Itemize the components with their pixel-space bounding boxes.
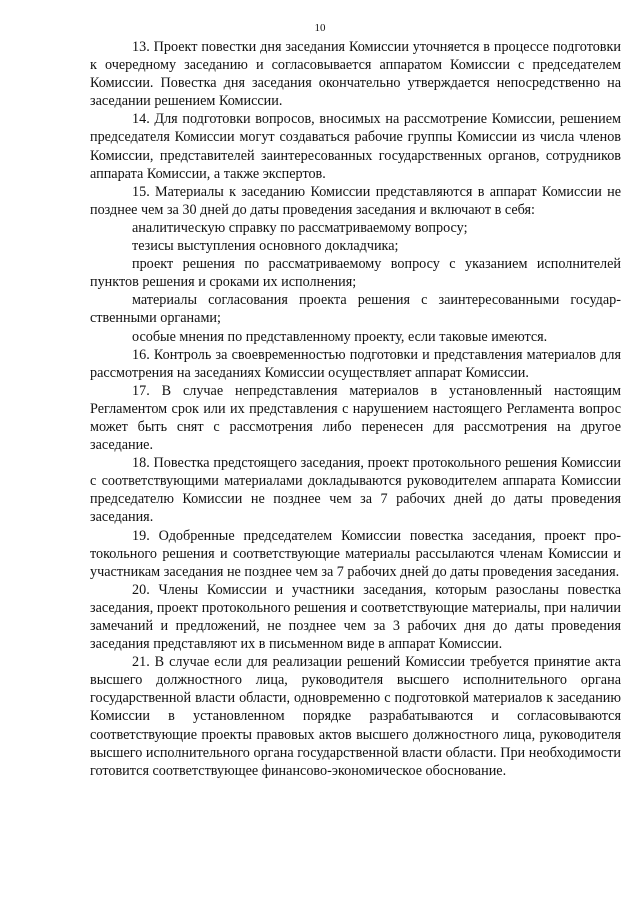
paragraph-13: 13. Проект повестки дня заседания Комиссии уточняется в процессе подготовки к очередному заседанию и согласовывается аппаратом Комиссии с председателем Комиссии. Повестка дня заседания окончательно утверждается непосредственно на заседании решением Комиссии. xyxy=(90,39,621,110)
paragraph-18: 18. Повестка предстоящего заседания, проект протокольного решения Комиссии с соответствующими материалами докладываются руководителем аппарата Комиссии председателю Комиссии не позднее чем за 7 рабочих дней до даты проведения заседания. xyxy=(90,455,621,526)
paragraph-20: 20. Члены Комиссии и участники заседания, которым разосланы повестка заседания, проект протокольного решения и соответствующие материалы, при наличии замечаний и предложений, не позднее чем за 3 рабочих дня до даты проведения заседания представляют их в письменном виде в аппарат Комиссии. xyxy=(90,581,621,653)
paragraph-15-item-speech-theses: тезисы выступления основного докладчика; xyxy=(132,238,399,255)
document-body xyxy=(90,38,621,780)
paragraph-21: 21. В случае если для реализации решений Комиссии требуется принятие акта высшего должностного лица, руководителя высшего исполнительного органа государственной власти области, одновременно с подготовкой материалов к заседанию Комиссии в установленном порядке разрабатываются и согласовываются соответствующие проекты правовых актов высшего должностного лица, руководителя высшего исполнительного органа государственной власти области. При необходимости готовится соответствующее финансово-экономическое обоснование. xyxy=(90,654,621,779)
page-number: 10 xyxy=(314,22,326,34)
paragraph-15: 15. Материалы к заседанию Комиссии представляются в аппарат Комиссии не позднее чем за 30 дней до даты проведения заседания и включают в себя: xyxy=(90,183,621,218)
paragraph-15-item-special-opinions: особые мнения по представленному проекту, если таковые имеются. xyxy=(132,328,548,345)
paragraph-17: 17. В случае непредставления материалов в установленный настоящим Регламентом срок или их представления с нарушением настоящего Регламента вопрос может быть снят с рассмотрения либо перенесен для рассмотрения на другое заседание. xyxy=(90,382,621,454)
paragraph-15-item-analytical-note: аналитическую справку по рассматриваемому вопросу; xyxy=(132,219,468,236)
paragraph-15-item-draft-decision: проект решения по рассматриваемому вопросу с указанием исполнителей пунктов решения и сроками их исполнения; xyxy=(90,256,621,291)
paragraph-15-item-approval-materials: материалы согласования проекта решения с заинтересованными государственными органами; xyxy=(90,292,621,327)
paragraph-16: 16. Контроль за своевременностью подготовки и представления материалов для рассмотрения на заседаниях Комиссии осуществляет аппарат Комиссии. xyxy=(90,346,621,381)
paragraph-14: 14. Для подготовки вопросов, вносимых на рассмотрение Комиссии, решением председателя Комиссии могут создаваться рабочие группы Комиссии из числа членов Комиссии, представителей заинтересованных государственных органов, сотрудников аппарата Комиссии, а также экспертов. xyxy=(90,111,621,182)
paragraph-19: 19. Одобренные председателем Комиссии повестка заседания, проект протокольного решения и соответствующие материалы рассылаются членам Комиссии и участникам заседания не позднее чем за 7 рабочих дней до даты проведения заседания. xyxy=(90,527,621,580)
